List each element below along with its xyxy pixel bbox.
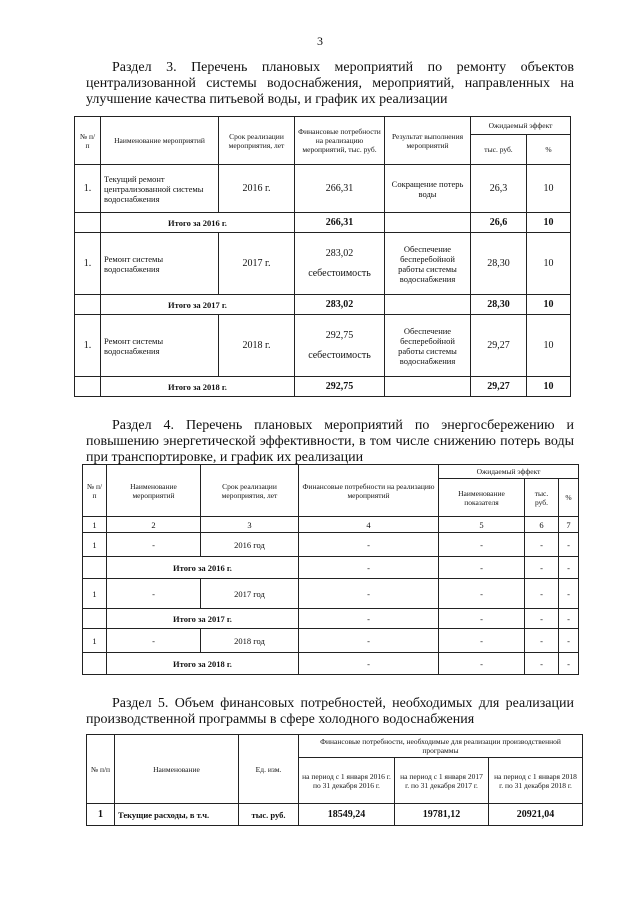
s5-header-finance: Финансовые потребности, необходимые для реализации производственной программы <box>299 735 583 758</box>
s3-row2-finance-note: себестоимость <box>308 267 371 279</box>
s4-total-2017-label: Итого за 2017 г. <box>107 609 299 629</box>
s4-header-indicator: Наименование показателя <box>439 479 525 517</box>
s3-row2-finance-cell <box>295 233 385 295</box>
s3-header-num: № п/п <box>75 117 101 165</box>
s4-colnum-5: 5 <box>439 517 525 533</box>
section3-title: Раздел 3. Перечень плановых мероприятий по ремонту объектов централизованной системы водоснабжения, мероприятий, направленных на улучшение качества питьевой воды, и график их реализации <box>86 60 574 107</box>
table-row <box>75 315 571 377</box>
table-row <box>75 377 571 397</box>
s3-row1-result: Сокращение потерь воды <box>385 165 471 213</box>
s4-2018-year: 2018 год <box>201 629 299 653</box>
s4-total-2018-finance: - <box>299 653 439 675</box>
s5-row-value-2017: 19781,12 <box>395 804 489 826</box>
s5-header-unit: Ед. изм. <box>239 735 299 804</box>
s3-header-effect-pct: % <box>527 135 571 165</box>
s4-total-2016-pct: - <box>559 557 579 579</box>
s4-header-num: № п/п <box>83 465 107 517</box>
s4-2017-pct: - <box>559 579 579 609</box>
s3-row1-num: 1. <box>75 165 101 213</box>
page-number: 3 <box>317 34 323 48</box>
s4-2016-pct: - <box>559 533 579 557</box>
s3-row3-pct: 10 <box>527 315 571 377</box>
s3-total-2018-finance: 292,75 <box>295 377 385 397</box>
s3-row3-finance-cell <box>295 315 385 377</box>
s3-total-2016-rub: 26,6 <box>471 213 527 233</box>
s3-header-finance: Финансовые потребности на реализацию мероприятий, тыс. руб. <box>295 117 385 165</box>
s3-header-effect: Ожидаемый эффект <box>471 117 571 135</box>
s4-2016-indicator: - <box>439 533 525 557</box>
s3-row1-name: Текущий ремонт централизованной системы водоснабжения <box>101 165 219 213</box>
s4-2017-name: - <box>107 579 201 609</box>
s4-2016-num: 1 <box>83 533 107 557</box>
s4-colnum-6: 6 <box>525 517 559 533</box>
s3-header-name: Наименование мероприятий <box>101 117 219 165</box>
s4-colnum-4: 4 <box>299 517 439 533</box>
s3-row3-result: Обеспечение бесперебойной работы системы водоснабжения <box>385 315 471 377</box>
s4-total-2016-indicator: - <box>439 557 525 579</box>
s4-2016-year: 2016 год <box>201 533 299 557</box>
s5-header-period-2016: на период с 1 января 2016 г. по 31 декабря 2016 г. <box>299 758 395 804</box>
s4-2018-finance: - <box>299 629 439 653</box>
table-row <box>83 609 579 629</box>
table-row <box>75 295 571 315</box>
s3-total-2017-pct: 10 <box>527 295 571 315</box>
s4-total-2017-pct: - <box>559 609 579 629</box>
s3-row1-term: 2016 г. <box>219 165 295 213</box>
s4-2018-pct: - <box>559 629 579 653</box>
s4-2018-name: - <box>107 629 201 653</box>
s4-header-rub: тыс. руб. <box>525 479 559 517</box>
s4-total-2016-rub: - <box>525 557 559 579</box>
section5-table <box>86 734 583 826</box>
s3-total-2016-pct: 10 <box>527 213 571 233</box>
s4-total-2017-rub: - <box>525 609 559 629</box>
s5-header-name: Наименование <box>115 735 239 804</box>
s4-2016-finance: - <box>299 533 439 557</box>
s5-header-period-2018: на период с 1 января 2018 г. по 31 декабря 2018 г. <box>489 758 583 804</box>
s4-header-name: Наименование мероприятий <box>107 465 201 517</box>
table-row <box>75 233 571 295</box>
table-row <box>75 165 571 213</box>
table-row <box>83 629 579 653</box>
s5-row-value-2016: 18549,24 <box>299 804 395 826</box>
s3-row2-term: 2017 г. <box>219 233 295 295</box>
s3-row3-num: 1. <box>75 315 101 377</box>
s4-header-term: Срок реализации мероприятия, лет <box>201 465 299 517</box>
s4-total-2018-rub: - <box>525 653 559 675</box>
s5-row-unit: тыс. руб. <box>239 804 299 826</box>
s4-2017-finance: - <box>299 579 439 609</box>
s3-total-2016-finance: 266,31 <box>295 213 385 233</box>
s5-row-num: 1 <box>87 804 115 826</box>
s5-row-value-2018: 20921,04 <box>489 804 583 826</box>
s4-total-2018-label: Итого за 2018 г. <box>107 653 299 675</box>
table-row <box>83 579 579 609</box>
table-row <box>75 213 571 233</box>
s3-total-2016-label: Итого за 2016 г. <box>101 213 295 233</box>
s4-total-2016-label: Итого за 2016 г. <box>107 557 299 579</box>
s4-2018-rub: - <box>525 629 559 653</box>
s4-2017-num: 1 <box>83 579 107 609</box>
s4-colnum-1: 1 <box>83 517 107 533</box>
s4-2017-year: 2017 год <box>201 579 299 609</box>
s3-total-2018-rub: 29,27 <box>471 377 527 397</box>
table-row <box>83 533 579 557</box>
s3-row2-pct: 10 <box>527 233 571 295</box>
section3-table <box>74 116 571 397</box>
s3-row2-result: Обеспечение бесперебойной работы системы водоснабжения <box>385 233 471 295</box>
s3-row2-rub: 28,30 <box>471 233 527 295</box>
s4-colnum-3: 3 <box>201 517 299 533</box>
section4-table <box>82 464 579 675</box>
s3-row1-rub: 26,3 <box>471 165 527 213</box>
s3-header-term: Срок реализации мероприятия, лет <box>219 117 295 165</box>
s3-header-result: Результат выполнения мероприятий <box>385 117 471 165</box>
s5-header-num: № п/п <box>87 735 115 804</box>
table-row <box>87 804 583 826</box>
s4-2018-indicator: - <box>439 629 525 653</box>
s4-header-pct: % <box>559 479 579 517</box>
s4-total-2016-finance: - <box>299 557 439 579</box>
table-row <box>83 557 579 579</box>
s3-row2-num: 1. <box>75 233 101 295</box>
s4-header-effect: Ожидаемый эффект <box>439 465 579 479</box>
table-row <box>83 653 579 675</box>
s4-colnum-7: 7 <box>559 517 579 533</box>
s3-total-2017-finance: 283,02 <box>295 295 385 315</box>
s4-2018-num: 1 <box>83 629 107 653</box>
s4-total-2017-indicator: - <box>439 609 525 629</box>
s3-total-2018-label: Итого за 2018 г. <box>101 377 295 397</box>
section4-title: Раздел 4. Перечень плановых мероприятий по энергосбережению и повышению энергетической эффективности, в том числе снижению потерь воды при транспортировке, и график их реализации <box>86 418 574 465</box>
s3-row3-name: Ремонт системы водоснабжения <box>101 315 219 377</box>
s4-2017-rub: - <box>525 579 559 609</box>
s5-header-period-2017: на период с 1 января 2017 г. по 31 декабря 2017 г. <box>395 758 489 804</box>
s3-total-2018-pct: 10 <box>527 377 571 397</box>
s4-total-2017-finance: - <box>299 609 439 629</box>
section5-title: Раздел 5. Объем финансовых потребностей, необходимых для реализации производственной программы в сфере холодного водоснабжения <box>86 696 574 727</box>
s3-header-effect-rub: тыс. руб. <box>471 135 527 165</box>
s3-row1-finance: 266,31 <box>295 165 385 213</box>
table-row <box>83 517 579 533</box>
s3-row3-finance-note: себестоимость <box>308 349 371 361</box>
s4-header-finance: Финансовые потребности на реализацию мероприятий <box>299 465 439 517</box>
s3-row1-pct: 10 <box>527 165 571 213</box>
s3-total-2017-rub: 28,30 <box>471 295 527 315</box>
s4-total-2018-indicator: - <box>439 653 525 675</box>
s4-colnum-2: 2 <box>107 517 201 533</box>
s3-row3-rub: 29,27 <box>471 315 527 377</box>
s4-2016-name: - <box>107 533 201 557</box>
s5-row-name: Текущие расходы, в т.ч. <box>115 804 239 826</box>
s3-total-2017-label: Итого за 2017 г. <box>101 295 295 315</box>
s4-total-2018-pct: - <box>559 653 579 675</box>
s3-row2-finance: 283,02 <box>325 247 354 259</box>
s3-row3-finance: 292,75 <box>325 329 354 341</box>
s4-2016-rub: - <box>525 533 559 557</box>
s3-row2-name: Ремонт системы водоснабжения <box>101 233 219 295</box>
s3-row3-term: 2018 г. <box>219 315 295 377</box>
s4-2017-indicator: - <box>439 579 525 609</box>
